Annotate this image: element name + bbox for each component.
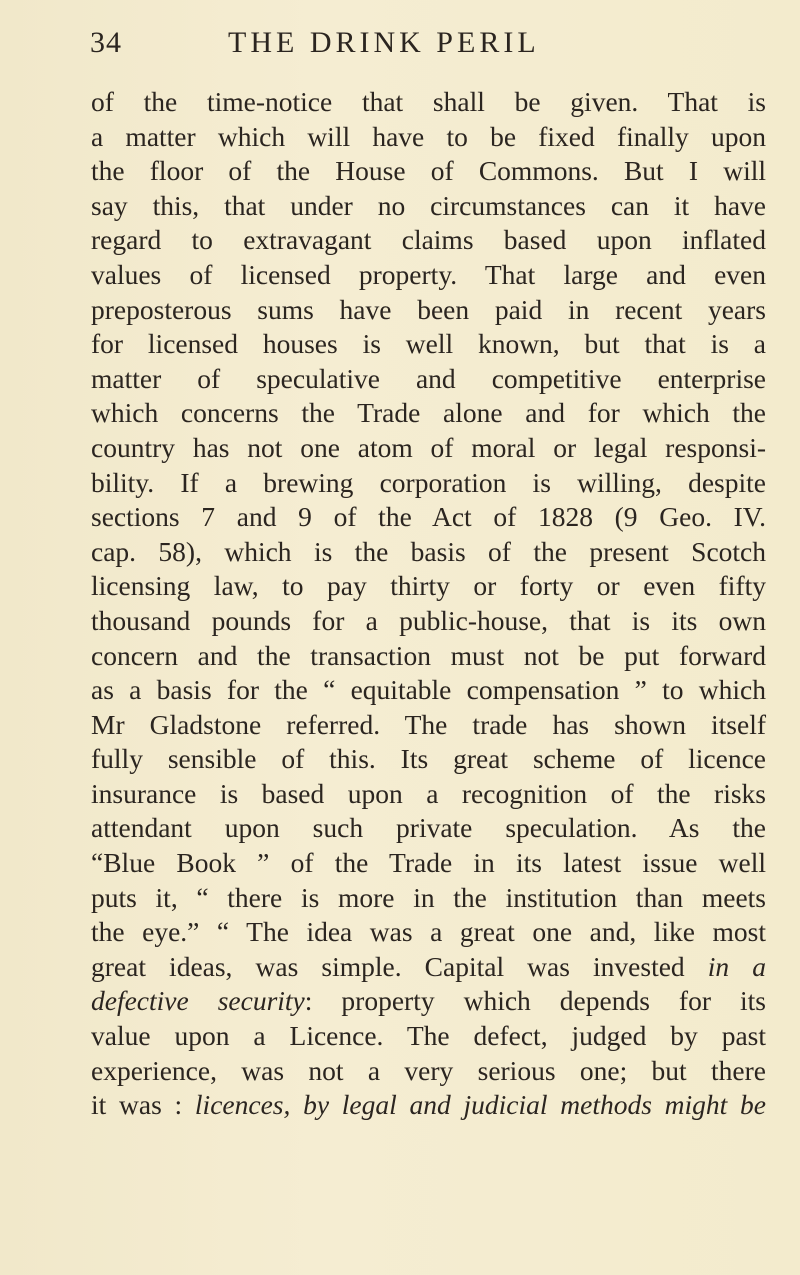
text-line: which concerns the Trade alone and for which the <box>91 397 766 429</box>
text-line: attendant upon such private speculation. As the <box>91 812 766 844</box>
text-line-mixed <box>91 950 766 985</box>
italic-run: in a <box>707 950 767 982</box>
text-line: country has not one atom of moral or legal responsi- <box>91 431 766 463</box>
text-run: : property which depends for its <box>304 985 766 1017</box>
text-line: preposterous sums have been paid in recent years <box>91 293 766 325</box>
text-line: for licensed houses is well known, but that is a <box>91 328 766 360</box>
text-line: licensing law, to pay thirty or forty or even fifty <box>91 570 766 602</box>
text-line-mixed <box>91 984 766 1019</box>
text-line: Mr Gladstone referred. The trade has shown itself <box>91 708 766 740</box>
text-line: the eye.” “ The idea was a great one and, like most <box>91 916 766 948</box>
italic-run: licences <box>194 1089 284 1121</box>
text-line: “Blue Book ” of the Trade in its latest issue well <box>91 847 766 879</box>
text-line: of the time-notice that shall be given. That is <box>91 86 766 117</box>
text-line: say this, that under no circumstances can it have <box>91 189 766 221</box>
page-header <box>90 26 710 66</box>
text-line: matter of speculative and competitive enterprise <box>91 362 766 394</box>
text-line: as a basis for the “ equitable compensation ” to which <box>91 674 766 706</box>
text-line: puts it, “ there is more in the institution than meets <box>91 881 766 913</box>
italic-run: defective security <box>91 985 305 1017</box>
running-title: THE DRINK PERIL <box>228 26 540 59</box>
text-line: regard to extravagant claims based upon inflated <box>91 224 766 256</box>
text-line: fully sensible of this. Its great scheme of licence <box>91 743 766 775</box>
text-run: it was : <box>91 1089 183 1121</box>
text-line: experience, was not a very serious one; but there <box>91 1054 766 1086</box>
text-run: great ideas, was simple. Capital was invested <box>91 950 685 982</box>
text-line-mixed <box>91 1088 766 1123</box>
text-line: insurance is based upon a recognition of the risks <box>91 777 766 809</box>
text-line: values of licensed property. That large and even <box>91 258 766 290</box>
text-line: cap. 58), which is the basis of the present Scotch <box>91 535 766 567</box>
page-number: 34 <box>90 26 122 59</box>
text-line: bility. If a brewing corporation is willing, despite <box>91 466 766 498</box>
text-line: value upon a Licence. The defect, judged by past <box>91 1020 766 1052</box>
text-line: concern and the transaction must not be put forward <box>91 639 766 671</box>
italic-run: , by legal and judicial methods might be <box>283 1089 766 1121</box>
text-line: thousand pounds for a public-house, that is its own <box>91 604 766 636</box>
body-text <box>91 85 766 1123</box>
text-line: sections 7 and 9 of the Act of 1828 (9 Geo. IV. <box>91 501 766 533</box>
text-line: a matter which will have to be fixed finally upon <box>91 120 766 152</box>
text-line: the floor of the House of Commons. But I will <box>91 155 766 187</box>
